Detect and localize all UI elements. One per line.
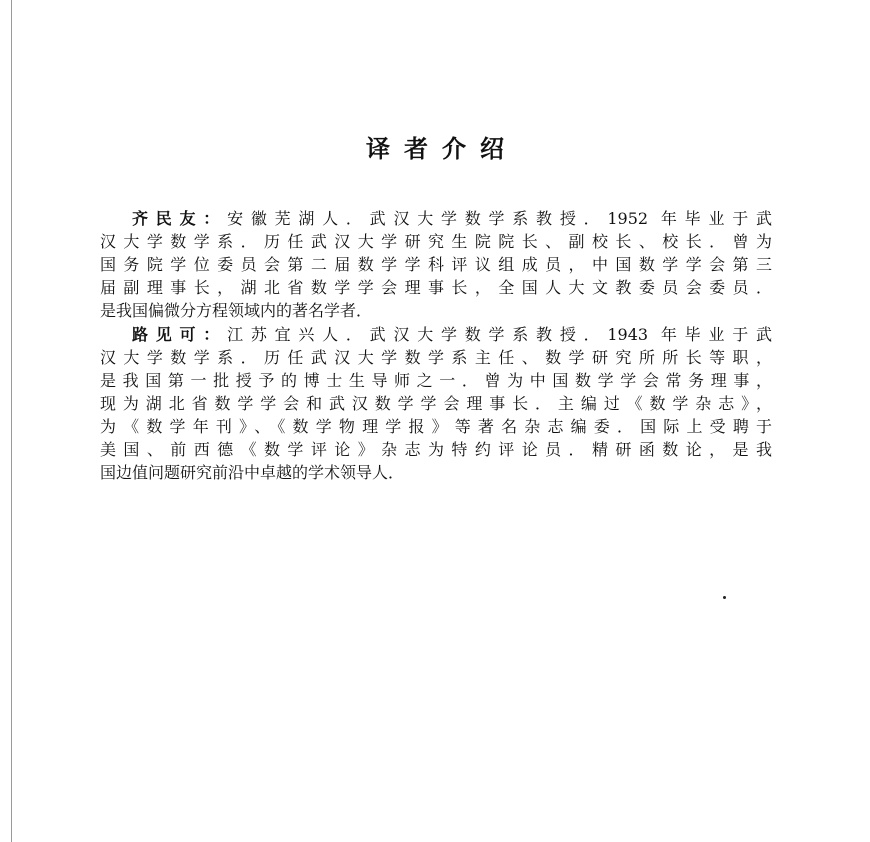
page-left-border (11, 0, 12, 842)
bio-line: 汉大学数学系．历任武汉大学研究生院院长、副校长、校长．曾为 (100, 232, 772, 251)
bio-line: 齐民友：安徽芜湖人．武汉大学数学系教授．1952 年毕业于武 (132, 209, 772, 228)
bio-line: 路见可：江苏宜兴人．武汉大学数学系教授．1943 年毕业于武 (132, 325, 772, 344)
bio-line: 国边值问题研究前沿中卓越的学术领导人． (100, 463, 405, 482)
page-title: 译者介绍 (366, 135, 518, 163)
bio-line: 国务院学位委员会第二届数学学科评议组成员，中国数学学会第三 (100, 255, 772, 274)
bio-line: 现为湖北省数学学会和武汉数学学会理事长．主编过《数学杂志》， (100, 394, 772, 413)
translator-bio (100, 323, 772, 484)
translator-name: 路见可： (132, 325, 228, 344)
bio-line: 是我国第一批授予的博士生导师之一．曾为中国数学学会常务理事， (100, 371, 772, 390)
translator-name: 齐民友： (132, 209, 228, 228)
bio-line: 汉大学数学系．历任武汉大学数学系主任、数学研究所所长等职， (100, 348, 772, 367)
bio-line: 是我国偏微分方程领域内的著名学者． (100, 301, 373, 320)
bio-line: 届副理事长，湖北省数学学会理事长，全国人大文教委员会委员． (100, 278, 772, 297)
bio-line: 为《数学年刊》、《数学物理学报》等著名杂志编委．国际上受聘于 (100, 417, 772, 436)
translator-bio (100, 207, 772, 322)
bio-line: 美国、前西德《数学评论》杂志为特约评论员．精研函数论，是我 (100, 440, 772, 459)
scan-speck (723, 596, 726, 599)
